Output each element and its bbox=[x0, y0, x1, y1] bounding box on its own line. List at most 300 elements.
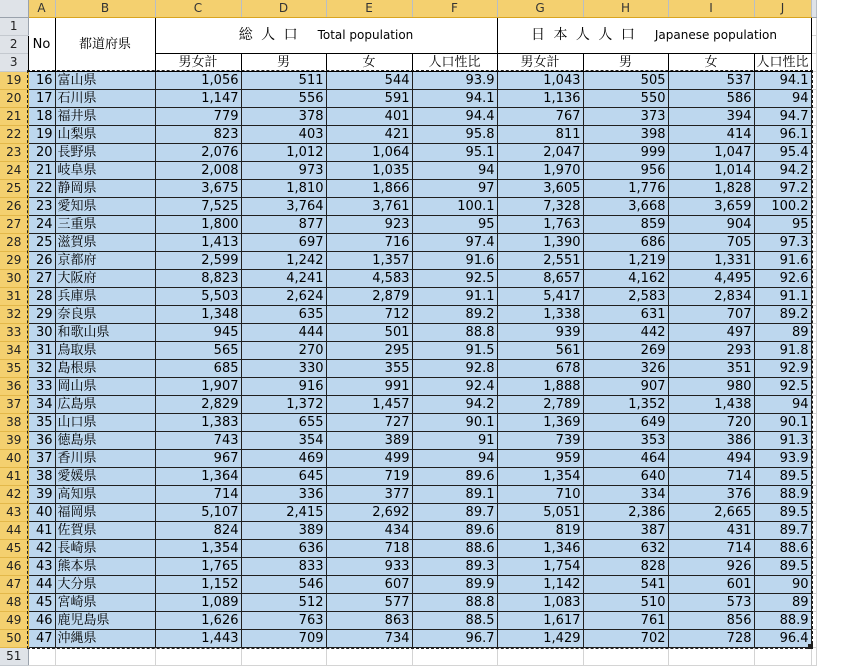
value-cell[interactable]: 877 bbox=[241, 215, 326, 233]
subheader-cell[interactable]: 人口性比 bbox=[412, 53, 497, 71]
value-cell[interactable]: 88.8 bbox=[412, 593, 497, 611]
no-cell[interactable]: 37 bbox=[28, 449, 55, 467]
value-cell[interactable]: 573 bbox=[668, 593, 754, 611]
value-cell[interactable]: 716 bbox=[326, 233, 412, 251]
row-header[interactable]: 25 bbox=[0, 179, 28, 197]
value-cell[interactable]: 1,617 bbox=[497, 611, 583, 629]
prefecture-cell[interactable]: 兵庫県 bbox=[55, 287, 155, 305]
value-cell[interactable]: 512 bbox=[241, 593, 326, 611]
value-cell[interactable]: 859 bbox=[583, 215, 668, 233]
cell[interactable] bbox=[668, 647, 754, 665]
row-header[interactable]: 37 bbox=[0, 395, 28, 413]
cell[interactable] bbox=[811, 233, 816, 251]
value-cell[interactable]: 421 bbox=[326, 125, 412, 143]
cell[interactable] bbox=[811, 485, 816, 503]
value-cell[interactable]: 702 bbox=[583, 629, 668, 647]
value-cell[interactable]: 697 bbox=[241, 233, 326, 251]
value-cell[interactable]: 856 bbox=[668, 611, 754, 629]
row-header[interactable]: 20 bbox=[0, 89, 28, 107]
row-header[interactable]: 38 bbox=[0, 413, 28, 431]
cell[interactable] bbox=[811, 287, 816, 305]
value-cell[interactable]: 3,675 bbox=[155, 179, 241, 197]
prefecture-cell[interactable]: 宮崎県 bbox=[55, 593, 155, 611]
column-header-h[interactable]: H bbox=[583, 0, 668, 17]
value-cell[interactable]: 1,457 bbox=[326, 395, 412, 413]
value-cell[interactable]: 1,136 bbox=[497, 89, 583, 107]
value-cell[interactable]: 1,331 bbox=[668, 251, 754, 269]
row-header[interactable]: 21 bbox=[0, 107, 28, 125]
no-cell[interactable]: 32 bbox=[28, 359, 55, 377]
value-cell[interactable]: 1,413 bbox=[155, 233, 241, 251]
cell[interactable] bbox=[754, 647, 811, 665]
value-cell[interactable]: 734 bbox=[326, 629, 412, 647]
cell[interactable] bbox=[811, 539, 816, 557]
value-cell[interactable]: 501 bbox=[326, 323, 412, 341]
value-cell[interactable]: 1,626 bbox=[155, 611, 241, 629]
value-cell[interactable]: 743 bbox=[155, 431, 241, 449]
cell[interactable] bbox=[811, 647, 816, 665]
cell[interactable] bbox=[811, 431, 816, 449]
value-cell[interactable]: 1,828 bbox=[668, 179, 754, 197]
value-cell[interactable]: 1,089 bbox=[155, 593, 241, 611]
value-cell[interactable]: 89.9 bbox=[412, 575, 497, 593]
value-cell[interactable]: 94.2 bbox=[754, 161, 811, 179]
value-cell[interactable]: 96.1 bbox=[754, 125, 811, 143]
value-cell[interactable]: 1,047 bbox=[668, 143, 754, 161]
value-cell[interactable]: 601 bbox=[668, 575, 754, 593]
value-cell[interactable]: 761 bbox=[583, 611, 668, 629]
cell[interactable] bbox=[811, 269, 816, 287]
cell[interactable] bbox=[811, 413, 816, 431]
value-cell[interactable]: 94 bbox=[412, 449, 497, 467]
column-header-c[interactable]: C bbox=[155, 0, 241, 17]
no-cell[interactable]: 46 bbox=[28, 611, 55, 629]
value-cell[interactable]: 649 bbox=[583, 413, 668, 431]
value-cell[interactable]: 94.2 bbox=[412, 395, 497, 413]
value-cell[interactable]: 546 bbox=[241, 575, 326, 593]
value-cell[interactable]: 550 bbox=[583, 89, 668, 107]
prefecture-cell[interactable]: 長野県 bbox=[55, 143, 155, 161]
no-cell[interactable]: 34 bbox=[28, 395, 55, 413]
value-cell[interactable]: 336 bbox=[241, 485, 326, 503]
column-header-j[interactable]: J bbox=[754, 0, 811, 17]
value-cell[interactable]: 916 bbox=[241, 377, 326, 395]
value-cell[interactable]: 959 bbox=[497, 449, 583, 467]
cell[interactable] bbox=[811, 71, 816, 89]
value-cell[interactable]: 655 bbox=[241, 413, 326, 431]
no-cell[interactable]: 40 bbox=[28, 503, 55, 521]
row-header[interactable]: 44 bbox=[0, 521, 28, 539]
cell[interactable] bbox=[811, 17, 816, 35]
value-cell[interactable]: 91.3 bbox=[754, 431, 811, 449]
cell[interactable] bbox=[412, 647, 497, 665]
value-cell[interactable]: 94.4 bbox=[412, 107, 497, 125]
no-cell[interactable]: 25 bbox=[28, 233, 55, 251]
value-cell[interactable]: 3,668 bbox=[583, 197, 668, 215]
value-cell[interactable]: 561 bbox=[497, 341, 583, 359]
value-cell[interactable]: 100.2 bbox=[754, 197, 811, 215]
value-cell[interactable]: 88.5 bbox=[412, 611, 497, 629]
cell[interactable] bbox=[326, 647, 412, 665]
prefecture-cell[interactable]: 愛知県 bbox=[55, 197, 155, 215]
value-cell[interactable]: 401 bbox=[326, 107, 412, 125]
value-cell[interactable]: 1,147 bbox=[155, 89, 241, 107]
value-cell[interactable]: 97.3 bbox=[754, 233, 811, 251]
row-header[interactable]: 34 bbox=[0, 341, 28, 359]
no-cell[interactable]: 44 bbox=[28, 575, 55, 593]
prefecture-cell[interactable]: 静岡県 bbox=[55, 179, 155, 197]
prefecture-cell[interactable]: 島根県 bbox=[55, 359, 155, 377]
fill-handle[interactable] bbox=[808, 644, 813, 649]
no-cell[interactable]: 23 bbox=[28, 197, 55, 215]
cell[interactable] bbox=[497, 647, 583, 665]
row-header[interactable]: 43 bbox=[0, 503, 28, 521]
value-cell[interactable]: 712 bbox=[326, 305, 412, 323]
value-cell[interactable]: 91 bbox=[412, 431, 497, 449]
value-cell[interactable]: 354 bbox=[241, 431, 326, 449]
value-cell[interactable]: 1,383 bbox=[155, 413, 241, 431]
value-cell[interactable]: 999 bbox=[583, 143, 668, 161]
value-cell[interactable]: 2,386 bbox=[583, 503, 668, 521]
value-cell[interactable]: 89.1 bbox=[412, 485, 497, 503]
value-cell[interactable]: 980 bbox=[668, 377, 754, 395]
value-cell[interactable]: 632 bbox=[583, 539, 668, 557]
cell[interactable] bbox=[811, 359, 816, 377]
cell[interactable] bbox=[811, 107, 816, 125]
value-cell[interactable]: 833 bbox=[241, 557, 326, 575]
column-header-e[interactable]: E bbox=[326, 0, 412, 17]
value-cell[interactable]: 95.8 bbox=[412, 125, 497, 143]
cell[interactable] bbox=[811, 215, 816, 233]
value-cell[interactable]: 2,076 bbox=[155, 143, 241, 161]
column-header-k[interactable] bbox=[811, 0, 816, 17]
value-cell[interactable]: 631 bbox=[583, 305, 668, 323]
value-cell[interactable]: 88.6 bbox=[412, 539, 497, 557]
value-cell[interactable]: 386 bbox=[668, 431, 754, 449]
value-cell[interactable]: 96.4 bbox=[754, 629, 811, 647]
value-cell[interactable]: 1,346 bbox=[497, 539, 583, 557]
value-cell[interactable]: 92.6 bbox=[754, 269, 811, 287]
value-cell[interactable]: 714 bbox=[668, 539, 754, 557]
value-cell[interactable]: 1,364 bbox=[155, 467, 241, 485]
cell[interactable] bbox=[811, 557, 816, 575]
subheader-cell[interactable]: 男 bbox=[583, 53, 668, 71]
prefecture-cell[interactable]: 福岡県 bbox=[55, 503, 155, 521]
value-cell[interactable]: 607 bbox=[326, 575, 412, 593]
cell[interactable] bbox=[55, 647, 155, 665]
value-cell[interactable]: 353 bbox=[583, 431, 668, 449]
value-cell[interactable]: 91.1 bbox=[754, 287, 811, 305]
value-cell[interactable]: 1,810 bbox=[241, 179, 326, 197]
cell[interactable] bbox=[811, 395, 816, 413]
select-all-corner[interactable] bbox=[0, 0, 28, 17]
cell[interactable] bbox=[811, 89, 816, 107]
value-cell[interactable]: 586 bbox=[668, 89, 754, 107]
value-cell[interactable]: 4,495 bbox=[668, 269, 754, 287]
no-cell[interactable]: 30 bbox=[28, 323, 55, 341]
row-header[interactable]: 27 bbox=[0, 215, 28, 233]
value-cell[interactable]: 389 bbox=[241, 521, 326, 539]
value-cell[interactable]: 1,888 bbox=[497, 377, 583, 395]
value-cell[interactable]: 956 bbox=[583, 161, 668, 179]
value-cell[interactable]: 89.5 bbox=[754, 467, 811, 485]
value-cell[interactable]: 91.6 bbox=[754, 251, 811, 269]
cell[interactable] bbox=[811, 593, 816, 611]
row-header[interactable]: 28 bbox=[0, 233, 28, 251]
value-cell[interactable]: 1,354 bbox=[497, 467, 583, 485]
prefecture-cell[interactable]: 鹿児島県 bbox=[55, 611, 155, 629]
value-cell[interactable]: 91.5 bbox=[412, 341, 497, 359]
no-cell[interactable]: 43 bbox=[28, 557, 55, 575]
cell[interactable] bbox=[811, 575, 816, 593]
value-cell[interactable]: 326 bbox=[583, 359, 668, 377]
cell[interactable] bbox=[811, 449, 816, 467]
cell[interactable] bbox=[811, 125, 816, 143]
value-cell[interactable]: 2,829 bbox=[155, 395, 241, 413]
value-cell[interactable]: 90.1 bbox=[412, 413, 497, 431]
value-cell[interactable]: 334 bbox=[583, 485, 668, 503]
value-cell[interactable]: 636 bbox=[241, 539, 326, 557]
value-cell[interactable]: 2,789 bbox=[497, 395, 583, 413]
prefecture-cell[interactable]: 広島県 bbox=[55, 395, 155, 413]
value-cell[interactable]: 1,083 bbox=[497, 593, 583, 611]
value-cell[interactable]: 3,605 bbox=[497, 179, 583, 197]
value-cell[interactable]: 904 bbox=[668, 215, 754, 233]
value-cell[interactable]: 89.6 bbox=[412, 521, 497, 539]
value-cell[interactable]: 92.5 bbox=[754, 377, 811, 395]
value-cell[interactable]: 89.5 bbox=[754, 503, 811, 521]
value-cell[interactable]: 95.1 bbox=[412, 143, 497, 161]
no-cell[interactable]: 26 bbox=[28, 251, 55, 269]
prefecture-cell[interactable]: 岐阜県 bbox=[55, 161, 155, 179]
value-cell[interactable]: 95.4 bbox=[754, 143, 811, 161]
no-cell[interactable]: 45 bbox=[28, 593, 55, 611]
cell[interactable] bbox=[811, 197, 816, 215]
value-cell[interactable]: 7,328 bbox=[497, 197, 583, 215]
value-cell[interactable]: 7,525 bbox=[155, 197, 241, 215]
cell[interactable] bbox=[811, 521, 816, 539]
value-cell[interactable]: 505 bbox=[583, 71, 668, 89]
prefecture-cell[interactable]: 愛媛県 bbox=[55, 467, 155, 485]
value-cell[interactable]: 565 bbox=[155, 341, 241, 359]
subheader-cell[interactable]: 男女計 bbox=[155, 53, 241, 71]
value-cell[interactable]: 1,907 bbox=[155, 377, 241, 395]
value-cell[interactable]: 398 bbox=[583, 125, 668, 143]
value-cell[interactable]: 269 bbox=[583, 341, 668, 359]
value-cell[interactable]: 97.4 bbox=[412, 233, 497, 251]
row-header[interactable]: 1 bbox=[0, 17, 28, 35]
cell[interactable] bbox=[811, 611, 816, 629]
value-cell[interactable]: 1,242 bbox=[241, 251, 326, 269]
value-cell[interactable]: 89.2 bbox=[754, 305, 811, 323]
value-cell[interactable]: 414 bbox=[668, 125, 754, 143]
value-cell[interactable]: 926 bbox=[668, 557, 754, 575]
prefecture-cell[interactable]: 石川県 bbox=[55, 89, 155, 107]
value-cell[interactable]: 394 bbox=[668, 107, 754, 125]
value-cell[interactable]: 92.9 bbox=[754, 359, 811, 377]
value-cell[interactable]: 89.6 bbox=[412, 467, 497, 485]
prefecture-cell[interactable]: 福井県 bbox=[55, 107, 155, 125]
prefecture-cell[interactable]: 沖縄県 bbox=[55, 629, 155, 647]
no-cell[interactable]: 47 bbox=[28, 629, 55, 647]
row-header[interactable]: 30 bbox=[0, 269, 28, 287]
value-cell[interactable]: 728 bbox=[668, 629, 754, 647]
value-cell[interactable]: 89.7 bbox=[412, 503, 497, 521]
value-cell[interactable]: 1,429 bbox=[497, 629, 583, 647]
value-cell[interactable]: 387 bbox=[583, 521, 668, 539]
row-header[interactable]: 42 bbox=[0, 485, 28, 503]
value-cell[interactable]: 933 bbox=[326, 557, 412, 575]
value-cell[interactable]: 1,390 bbox=[497, 233, 583, 251]
prefecture-cell[interactable]: 京都府 bbox=[55, 251, 155, 269]
value-cell[interactable]: 355 bbox=[326, 359, 412, 377]
cell[interactable] bbox=[811, 377, 816, 395]
row-header[interactable]: 45 bbox=[0, 539, 28, 557]
value-cell[interactable]: 686 bbox=[583, 233, 668, 251]
value-cell[interactable]: 1,776 bbox=[583, 179, 668, 197]
row-header[interactable]: 35 bbox=[0, 359, 28, 377]
column-header-f[interactable]: F bbox=[412, 0, 497, 17]
cell[interactable] bbox=[241, 647, 326, 665]
value-cell[interactable]: 763 bbox=[241, 611, 326, 629]
value-cell[interactable]: 907 bbox=[583, 377, 668, 395]
value-cell[interactable]: 351 bbox=[668, 359, 754, 377]
value-cell[interactable]: 2,583 bbox=[583, 287, 668, 305]
value-cell[interactable]: 823 bbox=[155, 125, 241, 143]
value-cell[interactable]: 89.7 bbox=[754, 521, 811, 539]
subheader-cell[interactable]: 男女計 bbox=[497, 53, 583, 71]
no-cell[interactable]: 18 bbox=[28, 107, 55, 125]
cell[interactable] bbox=[811, 467, 816, 485]
value-cell[interactable]: 469 bbox=[241, 449, 326, 467]
value-cell[interactable]: 1,763 bbox=[497, 215, 583, 233]
cell[interactable] bbox=[811, 179, 816, 197]
row-header[interactable]: 26 bbox=[0, 197, 28, 215]
no-cell[interactable]: 16 bbox=[28, 71, 55, 89]
prefecture-cell[interactable]: 熊本県 bbox=[55, 557, 155, 575]
value-cell[interactable]: 707 bbox=[668, 305, 754, 323]
value-cell[interactable]: 967 bbox=[155, 449, 241, 467]
prefecture-cell[interactable]: 山口県 bbox=[55, 413, 155, 431]
value-cell[interactable]: 92.5 bbox=[412, 269, 497, 287]
no-cell[interactable]: 24 bbox=[28, 215, 55, 233]
value-cell[interactable]: 2,692 bbox=[326, 503, 412, 521]
row-header[interactable]: 51 bbox=[0, 647, 28, 665]
no-cell[interactable]: 28 bbox=[28, 287, 55, 305]
value-cell[interactable]: 444 bbox=[241, 323, 326, 341]
value-cell[interactable]: 2,665 bbox=[668, 503, 754, 521]
value-cell[interactable]: 1,348 bbox=[155, 305, 241, 323]
value-cell[interactable]: 2,879 bbox=[326, 287, 412, 305]
value-cell[interactable]: 88.8 bbox=[412, 323, 497, 341]
prefecture-cell[interactable]: 佐賀県 bbox=[55, 521, 155, 539]
value-cell[interactable]: 635 bbox=[241, 305, 326, 323]
subheader-cell[interactable]: 人口性比 bbox=[754, 53, 811, 71]
row-header[interactable]: 33 bbox=[0, 323, 28, 341]
prefecture-cell[interactable]: 徳島県 bbox=[55, 431, 155, 449]
value-cell[interactable]: 710 bbox=[497, 485, 583, 503]
no-cell[interactable]: 31 bbox=[28, 341, 55, 359]
value-cell[interactable]: 640 bbox=[583, 467, 668, 485]
value-cell[interactable]: 1,754 bbox=[497, 557, 583, 575]
column-header-g[interactable]: G bbox=[497, 0, 583, 17]
value-cell[interactable]: 2,415 bbox=[241, 503, 326, 521]
value-cell[interactable]: 3,659 bbox=[668, 197, 754, 215]
value-cell[interactable]: 8,657 bbox=[497, 269, 583, 287]
subheader-cell[interactable]: 男 bbox=[241, 53, 326, 71]
value-cell[interactable]: 95 bbox=[412, 215, 497, 233]
value-cell[interactable]: 464 bbox=[583, 449, 668, 467]
value-cell[interactable]: 2,047 bbox=[497, 143, 583, 161]
value-cell[interactable]: 8,823 bbox=[155, 269, 241, 287]
prefecture-cell[interactable]: 奈良県 bbox=[55, 305, 155, 323]
prefecture-cell[interactable]: 高知県 bbox=[55, 485, 155, 503]
cell[interactable] bbox=[811, 341, 816, 359]
row-header[interactable]: 40 bbox=[0, 449, 28, 467]
row-header[interactable]: 48 bbox=[0, 593, 28, 611]
no-cell[interactable]: 42 bbox=[28, 539, 55, 557]
value-cell[interactable]: 939 bbox=[497, 323, 583, 341]
row-header[interactable]: 2 bbox=[0, 35, 28, 53]
subheader-cell[interactable]: 女 bbox=[668, 53, 754, 71]
value-cell[interactable]: 91.1 bbox=[412, 287, 497, 305]
value-cell[interactable]: 4,241 bbox=[241, 269, 326, 287]
subheader-cell[interactable]: 女 bbox=[326, 53, 412, 71]
cell[interactable] bbox=[28, 647, 55, 665]
value-cell[interactable]: 403 bbox=[241, 125, 326, 143]
prefecture-header[interactable]: 都道府県 bbox=[55, 17, 155, 71]
value-cell[interactable]: 93.9 bbox=[754, 449, 811, 467]
value-cell[interactable]: 2,599 bbox=[155, 251, 241, 269]
cell[interactable] bbox=[811, 251, 816, 269]
value-cell[interactable]: 434 bbox=[326, 521, 412, 539]
no-cell[interactable]: 21 bbox=[28, 161, 55, 179]
column-header-d[interactable]: D bbox=[241, 0, 326, 17]
value-cell[interactable]: 89 bbox=[754, 323, 811, 341]
value-cell[interactable]: 1,765 bbox=[155, 557, 241, 575]
value-cell[interactable]: 819 bbox=[497, 521, 583, 539]
row-header[interactable]: 49 bbox=[0, 611, 28, 629]
column-header-b[interactable]: B bbox=[55, 0, 155, 17]
value-cell[interactable]: 1,438 bbox=[668, 395, 754, 413]
value-cell[interactable]: 1,354 bbox=[155, 539, 241, 557]
cell[interactable] bbox=[811, 503, 816, 521]
value-cell[interactable]: 91.8 bbox=[754, 341, 811, 359]
value-cell[interactable]: 2,008 bbox=[155, 161, 241, 179]
cell[interactable] bbox=[811, 305, 816, 323]
prefecture-cell[interactable]: 滋賀県 bbox=[55, 233, 155, 251]
value-cell[interactable]: 94 bbox=[412, 161, 497, 179]
cell[interactable] bbox=[811, 161, 816, 179]
value-cell[interactable]: 5,417 bbox=[497, 287, 583, 305]
value-cell[interactable]: 511 bbox=[241, 71, 326, 89]
prefecture-cell[interactable]: 長崎県 bbox=[55, 539, 155, 557]
value-cell[interactable]: 3,764 bbox=[241, 197, 326, 215]
value-cell[interactable]: 767 bbox=[497, 107, 583, 125]
prefecture-cell[interactable]: 富山県 bbox=[55, 71, 155, 89]
no-cell[interactable]: 35 bbox=[28, 413, 55, 431]
prefecture-cell[interactable]: 三重県 bbox=[55, 215, 155, 233]
value-cell[interactable]: 991 bbox=[326, 377, 412, 395]
value-cell[interactable]: 1,064 bbox=[326, 143, 412, 161]
value-cell[interactable]: 90 bbox=[754, 575, 811, 593]
value-cell[interactable]: 93.9 bbox=[412, 71, 497, 89]
row-header[interactable]: 19 bbox=[0, 71, 28, 89]
value-cell[interactable]: 96.7 bbox=[412, 629, 497, 647]
row-header[interactable]: 24 bbox=[0, 161, 28, 179]
prefecture-cell[interactable]: 岡山県 bbox=[55, 377, 155, 395]
value-cell[interactable]: 3,761 bbox=[326, 197, 412, 215]
